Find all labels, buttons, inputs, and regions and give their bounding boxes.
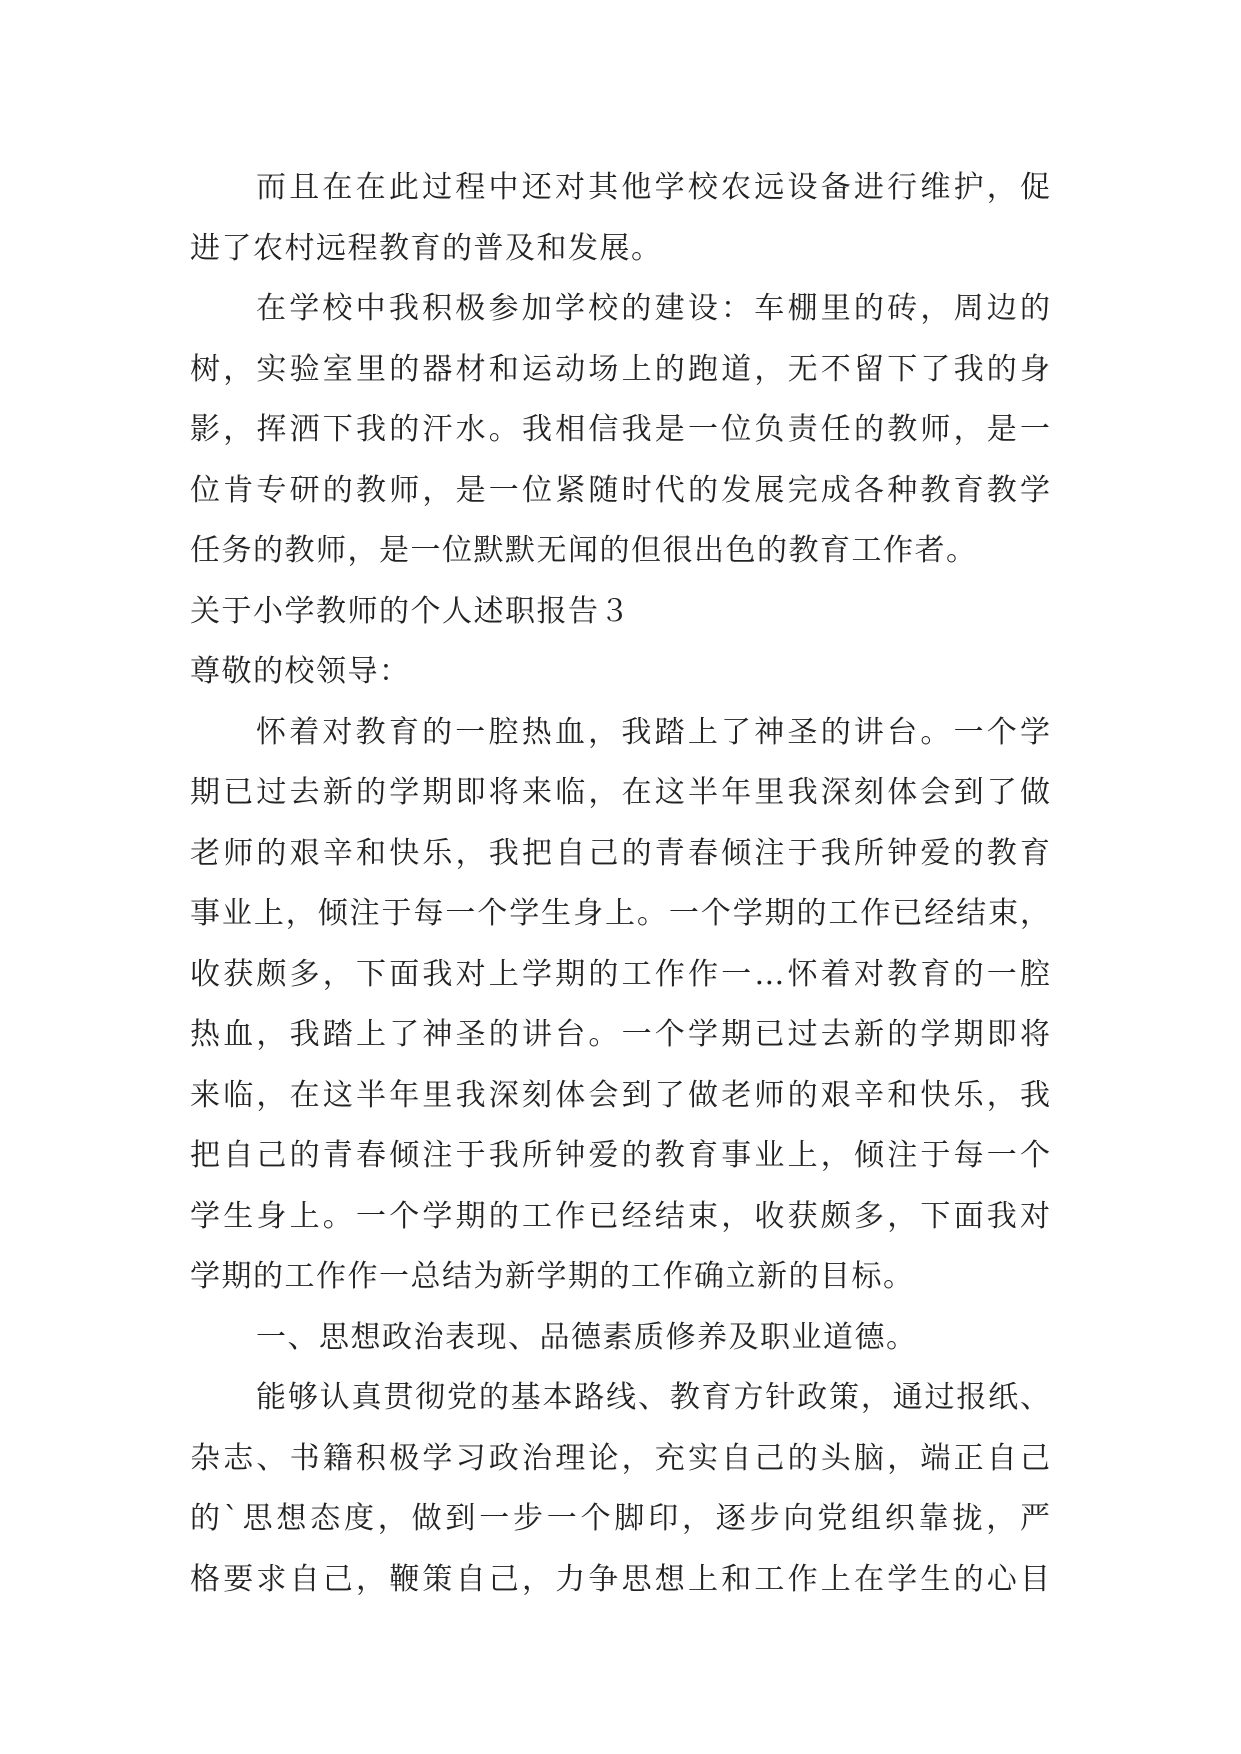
salutation: 尊敬的校领导：	[190, 654, 411, 689]
text-line: 学生身上。一个学期的工作已经结束，收获颇多，下面我对	[190, 1198, 1050, 1234]
text-line: 影，挥洒下我的汗水。我相信我是一位负责任的教师，是一	[190, 412, 1050, 447]
text-line: 杂志、书籍积极学习政治理论，充实自己的头脑，端正自己	[190, 1440, 1050, 1476]
text-line: 任务的教师，是一位默默无闻的但很出色的教育工作者。	[190, 533, 978, 568]
text-line: 怀着对教育的一腔热血，我踏上了神圣的讲台。一个学	[256, 714, 1050, 750]
text-line: 热血，我踏上了神圣的讲台。一个学期已过去新的学期即将	[190, 1017, 1050, 1052]
text-line: 位肯专研的教师，是一位紧随时代的发展完成各种教育教学	[190, 472, 1050, 508]
text-line: 的`思想态度，做到一步一个脚印，逐步向党组织靠拢，严	[190, 1501, 1050, 1536]
subsection-heading: 一、思想政治表现、品德素质修养及职业道德。	[256, 1319, 918, 1355]
text-line: 收获颇多，下面我对上学期的工作作一…怀着对教育的一腔	[190, 956, 1050, 992]
text-line: 期已过去新的学期即将来临，在这半年里我深刻体会到了做	[190, 775, 1050, 810]
text-line: 学期的工作作一总结为新学期的工作确立新的目标。	[190, 1259, 915, 1294]
section-heading: 关于小学教师的个人述职报告３	[190, 593, 631, 629]
text-line: 树，实验室里的器材和运动场上的跑道，无不留下了我的身	[190, 351, 1050, 387]
text-line: 格要求自己，鞭策自己，力争思想上和工作上在学生的心目	[190, 1561, 1050, 1597]
text-line: 而且在在此过程中还对其他学校农远设备进行维护，促	[256, 170, 1050, 205]
text-line: 在学校中我积极参加学校的建设：车棚里的砖，周边的	[256, 291, 1050, 326]
text-line: 进了农村远程教育的普及和发展。	[190, 230, 663, 266]
text-line: 来临，在这半年里我深刻体会到了做老师的艰辛和快乐，我	[190, 1077, 1050, 1113]
text-line: 把自己的青春倾注于我所钟爱的教育事业上，倾注于每一个	[190, 1138, 1050, 1173]
text-line: 能够认真贯彻党的基本路线、教育方针政策，通过报纸、	[256, 1380, 1050, 1415]
text-line: 事业上，倾注于每一个学生身上。一个学期的工作已经结束，	[190, 896, 1050, 931]
document-body	[190, 158, 1050, 1610]
text-line: 老师的艰辛和快乐，我把自己的青春倾注于我所钟爱的教育	[190, 835, 1050, 871]
